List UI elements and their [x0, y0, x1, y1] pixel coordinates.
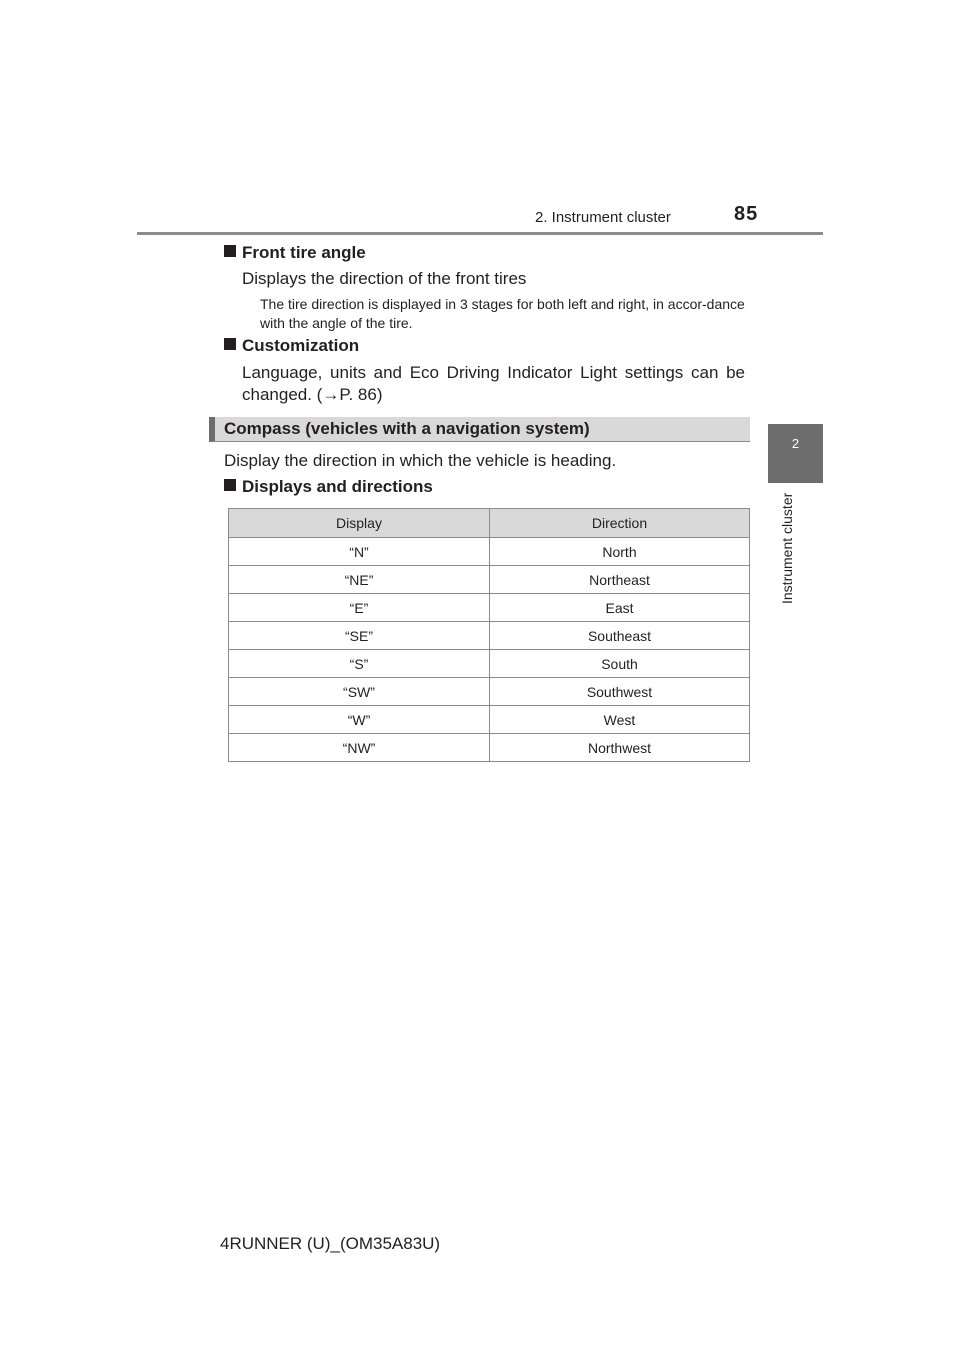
table-header-row	[229, 509, 750, 538]
customization-body: Language, units and Eco Driving Indicator Light settings can be changed. (→P. 86)	[242, 363, 745, 404]
column-header-direction: Direction	[490, 509, 750, 538]
table-row	[229, 678, 750, 706]
chapter-tab-label: Instrument cluster	[779, 492, 795, 604]
customization-heading	[224, 336, 359, 356]
table-row	[229, 566, 750, 594]
square-bullet-icon	[224, 338, 236, 350]
direction-cell: Northeast	[490, 566, 750, 594]
footer-model-code: 4RUNNER (U)_(OM35A83U)	[220, 1234, 441, 1253]
table-row	[229, 650, 750, 678]
direction-cell: East	[490, 594, 750, 622]
display-cell: “S”	[229, 650, 490, 678]
direction-cell: South	[490, 650, 750, 678]
front-tire-note: The tire direction is displayed in 3 stages for both left and right, in accor-dance with the angle of the tire.	[260, 296, 745, 331]
front-tire-heading-text: Front tire angle	[242, 243, 366, 262]
square-bullet-icon	[224, 245, 236, 257]
compass-body: Display the direction in which the vehicle is heading.	[224, 451, 617, 470]
display-cell: “E”	[229, 594, 490, 622]
running-header: 2. Instrument cluster	[535, 209, 671, 226]
page-number: 85	[734, 203, 759, 225]
direction-cell: Southwest	[490, 678, 750, 706]
chapter-tab	[768, 424, 823, 483]
square-bullet-icon	[224, 479, 236, 491]
display-cell: “W”	[229, 706, 490, 734]
table-row	[229, 706, 750, 734]
direction-cell: Northwest	[490, 734, 750, 762]
display-cell: “NE”	[229, 566, 490, 594]
customization-heading-text: Customization	[242, 336, 360, 355]
front-tire-body: Displays the direction of the front tires	[242, 269, 527, 288]
display-cell: “SE”	[229, 622, 490, 650]
direction-cell: Southeast	[490, 622, 750, 650]
display-cell: “NW”	[229, 734, 490, 762]
direction-cell: North	[490, 538, 750, 566]
directions-table	[228, 508, 750, 762]
table-row	[229, 538, 750, 566]
displays-heading-text: Displays and directions	[242, 477, 433, 496]
section-title: Compass (vehicles with a navigation system)	[224, 419, 590, 438]
displays-heading	[224, 477, 433, 497]
table-row	[229, 594, 750, 622]
table-row	[229, 622, 750, 650]
column-header-display: Display	[229, 509, 490, 538]
front-tire-heading	[224, 243, 366, 263]
display-cell: “N”	[229, 538, 490, 566]
chapter-tab-number: 2	[791, 436, 800, 451]
table-row	[229, 734, 750, 762]
display-cell: “SW”	[229, 678, 490, 706]
header-rule	[137, 232, 823, 235]
direction-cell: West	[490, 706, 750, 734]
